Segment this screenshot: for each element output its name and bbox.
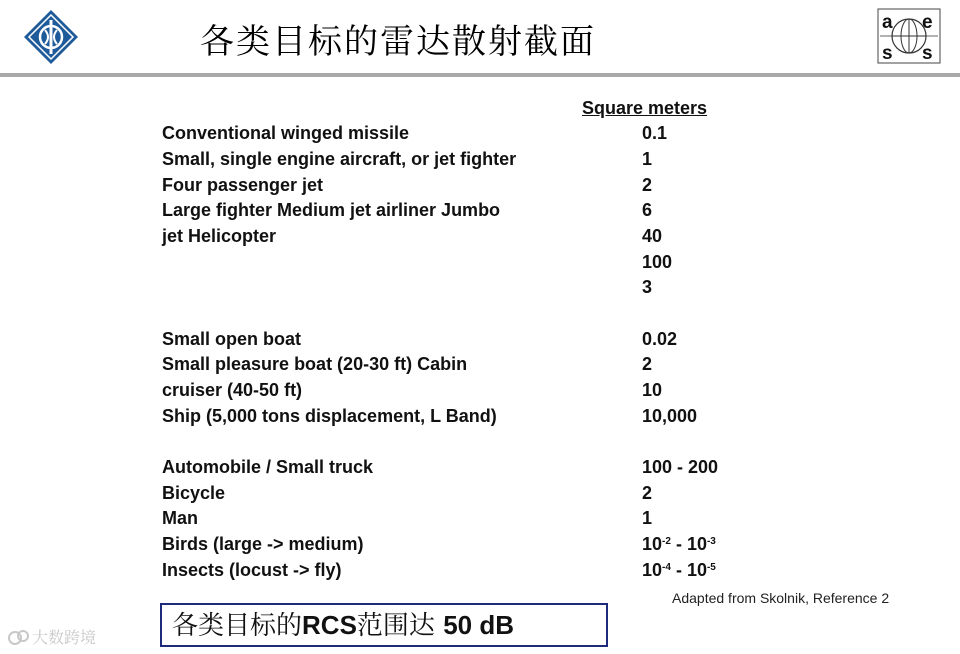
ieee-logo	[22, 8, 80, 66]
aess-letter-e: e	[922, 12, 933, 33]
aess-letter-a: a	[882, 12, 893, 33]
row-value: 1	[642, 149, 653, 169]
watermark-text: 大数跨境	[32, 628, 97, 647]
row-value: 100	[642, 252, 673, 272]
row-label: Insects (locust -> fly)	[162, 560, 342, 580]
row-label: jet Helicopter	[162, 226, 277, 246]
row-value: 0.1	[642, 123, 668, 143]
aess-logo	[877, 8, 941, 64]
summary-prefix: 各类目标的	[172, 611, 303, 641]
row-label: Ship (5,000 tons displacement, L Band)	[162, 406, 497, 426]
row-value: 2	[642, 175, 653, 195]
row-value: 2	[642, 483, 653, 503]
row-label: Large fighter Medium jet airliner Jumbo	[162, 200, 501, 220]
watermark	[8, 625, 96, 647]
row-value: $10^{-4} - 10^{-5}$	[642, 560, 716, 580]
column-header-square-meters: Square meters	[582, 98, 708, 118]
row-value: 1	[642, 508, 653, 528]
row-value: 3	[642, 277, 653, 297]
row-value: 100 - 200	[642, 457, 719, 477]
row-value: 2	[642, 354, 653, 374]
row-value: 6	[642, 200, 653, 220]
row-label: Small pleasure boat (20-30 ft) Cabin	[162, 354, 468, 374]
row-value: 40	[642, 226, 663, 246]
row-label: Small, single engine aircraft, or jet fighter	[162, 149, 517, 169]
aess-letter-s2: s	[922, 43, 933, 64]
watermark-icon	[8, 628, 32, 650]
row-label: Conventional winged missile	[162, 123, 410, 143]
row-value: 10	[642, 380, 663, 400]
row-value: $10^{-2} - 10^{-3}$	[642, 534, 716, 554]
summary-middle: 范围达	[356, 611, 444, 641]
row-label: Bicycle	[162, 483, 226, 503]
summary-rcs: RCS	[302, 610, 357, 640]
header-divider	[0, 73, 960, 77]
row-label: cruiser (40-50 ft)	[162, 380, 303, 400]
row-value: 0.02	[642, 329, 678, 349]
row-label: Automobile / Small truck	[162, 457, 374, 477]
source-credit: Adapted from Skolnik, Reference 2	[672, 590, 890, 606]
row-label: Birds (large -> medium)	[162, 534, 364, 554]
summary-box	[160, 603, 608, 647]
row-label: Man	[162, 508, 198, 528]
aess-letter-s1: s	[882, 43, 893, 64]
row-label: Four passenger jet	[162, 175, 324, 195]
summary-value: 50 dB	[443, 610, 514, 640]
row-label: Small open boat	[162, 329, 302, 349]
row-value: 10,000	[642, 406, 698, 426]
page-title: 各类目标的雷达散射截面	[200, 22, 596, 62]
